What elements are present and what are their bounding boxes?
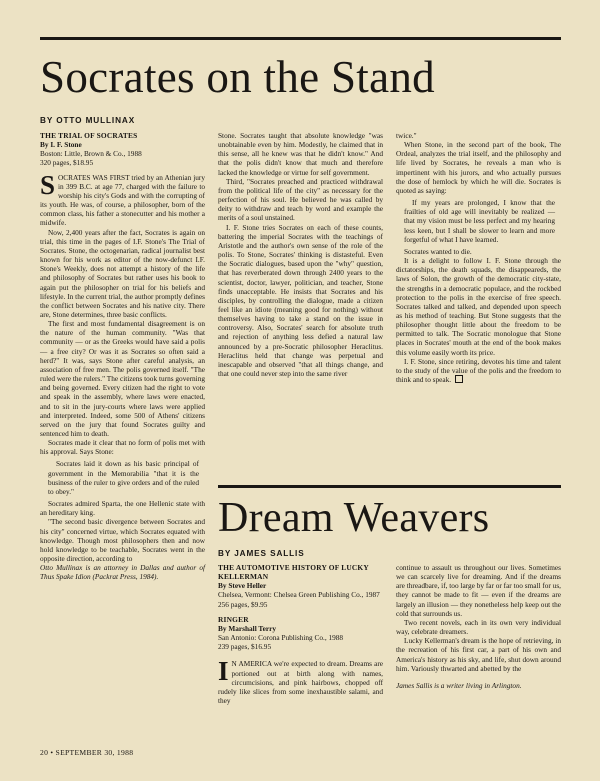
- book-info: [218, 563, 383, 609]
- top-rule: [40, 37, 561, 40]
- paragraph: The first and most fundamental disagreement is on the nature of the human community. "Was that community — or as the Greeks would have said a polis — a free city? Or was it as Socrates so often said a herd?" It was, says Stone after careful analysis, an association of free men. The polis governed itself. "The ruled were the rulers." The citizens took turns governing and being governed. Every citizen had the right to vote and speak in the assembly, where laws were enacted, and to sit in the jury-courts where laws were applied and interpreted. Indeed, some 500 of Athens' citizens served on the jury that found Socrates guilty and sentenced him to death.: [40, 319, 205, 438]
- paragraph: Third, "Socrates preached and practiced withdrawal from the political life of the city" as necessary for the perfection of his soul. He believed he was called by deity to withdraw and teach by word and example the merits of a soul unstained.: [218, 176, 383, 223]
- drop-cap: I: [218, 656, 229, 687]
- paragraph: Stone. Socrates taught that absolute knowledge "was unobtainable even by him. Modestly, he claimed that in this sense, all he knew was that he didn't know." And that the polis didn't know that much and therefore lacked the knowledge or virtue for self government.: [218, 131, 383, 177]
- quote-text: If my years are prolonged, I know that the frailties of old age will inevitably be realized — that my vision must be less perfect and my hearing less keen, but I shall be slower to learn and more forgetful of what I have learned.: [404, 198, 555, 244]
- article-column-2: [218, 131, 383, 378]
- book-title: THE TRIAL OF SOCRATES: [40, 131, 138, 140]
- paragraph: Socrates wanted to die.: [404, 246, 472, 256]
- article-column-1: [40, 131, 205, 582]
- book-details: 320 pages, $18.95: [40, 158, 94, 168]
- book-author: By Marshall Terry: [218, 623, 276, 633]
- book-publisher: Boston: Little, Brown & Co., 1988: [40, 149, 142, 159]
- book-info: [40, 131, 205, 168]
- book-title: RINGER: [218, 614, 249, 624]
- paragraph: I N AMERICA we're expected to dream. Dreams are portioned out at birth along with names, circumcisions, and pink hairbows, chopped off rudely like slices from some inexhaustible salami, and they: [218, 656, 383, 706]
- article-column-3: [396, 131, 561, 384]
- article2-column-3: [396, 563, 561, 690]
- paragraph: "The second basic divergence between Socrates and his city" concerned virtue, which Socrates equated with knowledge. Though most philosophers then and now hold knowledge to be teachable, Socrates went in the opposite direction, according to: [40, 517, 205, 564]
- paragraph: Socrates admired Sparta, the one Hellenic state with an hereditary king.: [40, 499, 205, 518]
- byline: BY OTTO MULLINAX: [40, 116, 136, 125]
- byline-2: BY JAMES SALLIS: [218, 549, 305, 558]
- article-title-2: Dream Weavers: [218, 495, 490, 541]
- paragraph: I. F. Stone tries Socrates on each of these counts, battering the imperial Socrates with the teachings of Aristotle and the author's own sense of the role of the polis. To Stone, Socrates' thinking is distasteful. Even the Socratic dialogues, based upon the "why" question, that has reverberated down through 2400 years to the scientist, doctor, lawyer, politician, and teacher, Stone finds unacceptable. He insists that Socrates and his disciples, by controlling the dialogue, made a citizen feel like an idiote (meaning good for nothing) without themselves having to take a stand on the issue in controversy. Also, Socrates' search for absolute truth and rejection of anything less defied a natural law announced by a pre-Socratic philosopher Heraclitus. Heraclitus held that change was perpetual and inescapable and observed "that all things change, and that one could never step into the same river: [218, 222, 383, 379]
- paragraph: SOCRATES WAS FIRST tried by an Athenian jury in 399 B.C. at age 77, charged with the failure to worship his city's Gods and with the corrupting of its youth. He was, of course, a philosopher, born of the common class, his father a stonecutter and his mother a midwife.: [40, 169, 205, 228]
- paragraph: twice.": [396, 131, 417, 140]
- page-folio: 20 • SEPTEMBER 30, 1988: [40, 748, 134, 757]
- drop-cap: S: [40, 169, 56, 200]
- article2-column-2: [218, 563, 383, 705]
- paragraph: Now, 2,400 years after the fact, Socrates is again on trial, this time in the pages of I.F. Stone's The Trial of Socrates. Stone, the octogenarian, radical journalist best known for his work as editor of the now-defunct I.F. Stone's Weekly, does not attempt a history of the life and philosophy of Socrates but rather uses his book to again put the philosopher on trial for his beliefs and lifestyle. In the current trial, the author promptly defines the conflict between Socrates and his native city. There are, Stone determines, three basic conflicts.: [40, 227, 205, 319]
- section-rule: [218, 485, 561, 488]
- book-details: 239 pages, $16.95: [218, 642, 272, 652]
- book-title: THE AUTOMOTIVE HISTORY OF LUCKY KELLERMAN: [218, 563, 369, 582]
- paragraph: I. F. Stone, since retiring, devotes his time and talent to the study of the value of the polis and the freedom to think and to speak.: [396, 356, 561, 385]
- quote-text: Socrates laid it down as his basic principal of government in the Memorabilia "that it is the business of the ruler to give orders and of the ruled to obey.": [48, 459, 199, 496]
- book-details: 256 pages, $9.95: [218, 599, 268, 609]
- article-title: Socrates on the Stand: [40, 52, 435, 102]
- paragraph: Socrates made it clear that no form of polis met with his approval. Says Stone:: [40, 438, 205, 457]
- book-author: By I. F. Stone: [40, 140, 82, 150]
- book-author: By Steve Heller: [218, 581, 267, 591]
- end-mark-icon: [455, 375, 463, 383]
- paragraph: Two recent novels, each in its own very individual way, celebrate dreamers.: [396, 617, 561, 637]
- author-bio: James Sallis is a writer living in Arlington.: [396, 680, 522, 690]
- book-info: [218, 615, 383, 652]
- paragraph: continue to assault us throughout our lives. Sometimes we can scarcely live for dreaming. And if the dreams are threadbare, if, too large by far or far too small for us, they cannot be made to fit — even if the dreams are largely an illusion — they nonetheless help keep out the cold that surrounds us.: [396, 563, 561, 618]
- paragraph: When Stone, in the second part of the book, The Ordeal, analyzes the trial itself, and the philosophy and life lived by Socrates, he reveals a man who is impertinent with his jurors, and who actually pursues the dose of hemlock by which he will die. Socrates is quoted as saying:: [396, 140, 561, 195]
- book-publisher: Chelsea, Vermont: Chelsea Green Publishing Co., 1987: [218, 590, 380, 600]
- paragraph: It is a delight to follow I. F. Stone through the dictatorships, the death squads, the disappeareds, the laws of Solon, the growth of the democratic city-state, the strengths in a democratic populace, and the rockbed protection to the polis in the exercise of free speech. Socrates talked and talked, and depended upon speech as his method of teaching. But Stone suggests that the philosopher thought little about the freedom to be permitted to talk. The Socratic monologue that Stone places in Socrates' mouth at the end of the book makes this volume easily worth its price.: [396, 256, 561, 357]
- book-publisher: San Antonio: Corona Publishing Co., 1988: [218, 633, 344, 643]
- block-quote: [48, 459, 199, 496]
- author-bio: Otto Mullinax is an attorney in Dallas and author of Thus Spake Idion (Packrat Press, 1984).: [40, 563, 205, 582]
- paragraph: Lucky Kellerman's dream is the hope of retrieving, in the recreation of his first car, a part of his own and America's history as his sky, and life, shut down around him. Variously thwarted and abetted by the: [396, 636, 561, 673]
- block-quote: [404, 198, 555, 244]
